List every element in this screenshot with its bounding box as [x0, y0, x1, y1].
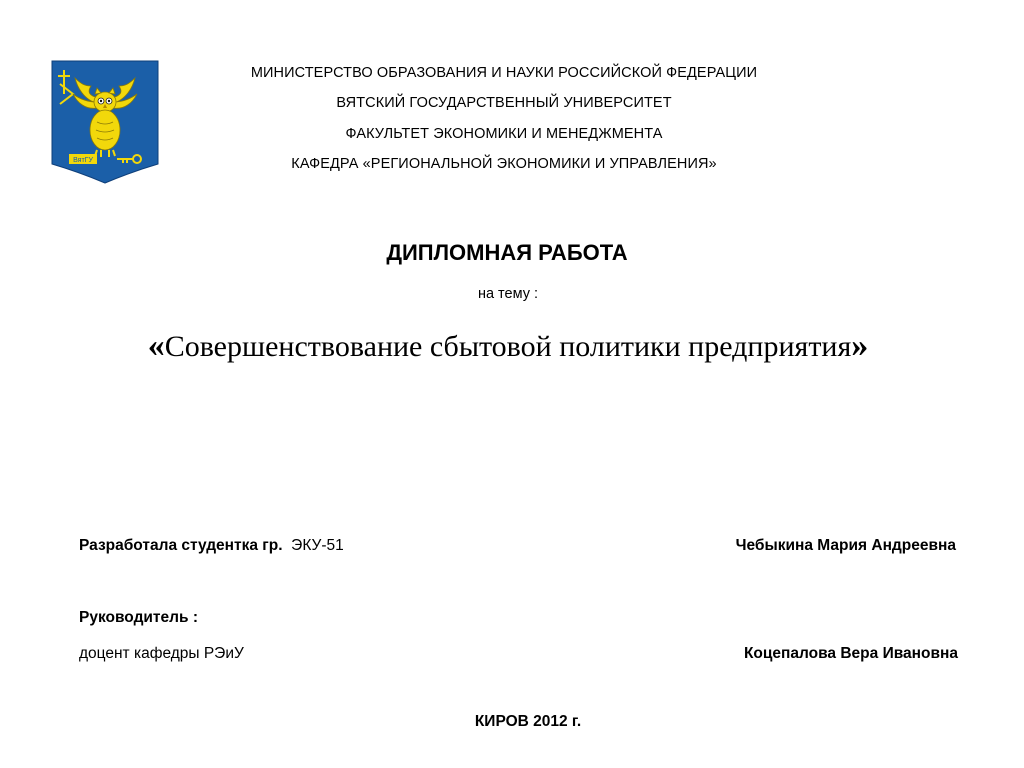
faculty-name: ФАКУЛЬТЕТ ЭКОНОМИКИ И МЕНЕДЖМЕНТА: [345, 126, 663, 142]
city-year: КИРОВ 2012 г.: [474, 713, 582, 730]
topic-label: на тему :: [477, 286, 539, 302]
thesis-topic: [0, 327, 1016, 365]
university-name: ВЯТСКИЙ ГОСУДАРСТВЕННЫЙ УНИВЕРСИТЕТ: [336, 95, 672, 111]
department-name: КАФЕДРА «РЕГИОНАЛЬНОЙ ЭКОНОМИКИ И УПРАВЛЕНИЯ»: [291, 156, 717, 172]
supervisor-label: Руководитель :: [79, 609, 198, 626]
emblem-seal-text: ВятГУ: [73, 157, 93, 164]
close-quote: »: [851, 327, 869, 364]
author-label: [79, 537, 344, 555]
ministry-name: МИНИСТЕРСТВО ОБРАЗОВАНИЯ И НАУКИ РОССИЙСКОЙ ФЕДЕРАЦИИ: [250, 65, 758, 81]
author-name: Чебыкина Мария Андреевна: [735, 537, 956, 554]
supervisor-position: доцент кафедры РЭиУ: [79, 645, 244, 662]
document-type-heading: ДИПЛОМНАЯ РАБОТА: [386, 240, 628, 265]
author-label-text: Разработала студентка гр.: [79, 537, 283, 554]
supervisor-name: Коцепалова Вера Ивановна: [743, 645, 958, 662]
open-quote: «: [147, 327, 165, 364]
author-group: ЭКУ-51: [291, 537, 344, 554]
thesis-topic-text: Совершенствование сбытовой политики предприятия: [164, 330, 852, 363]
